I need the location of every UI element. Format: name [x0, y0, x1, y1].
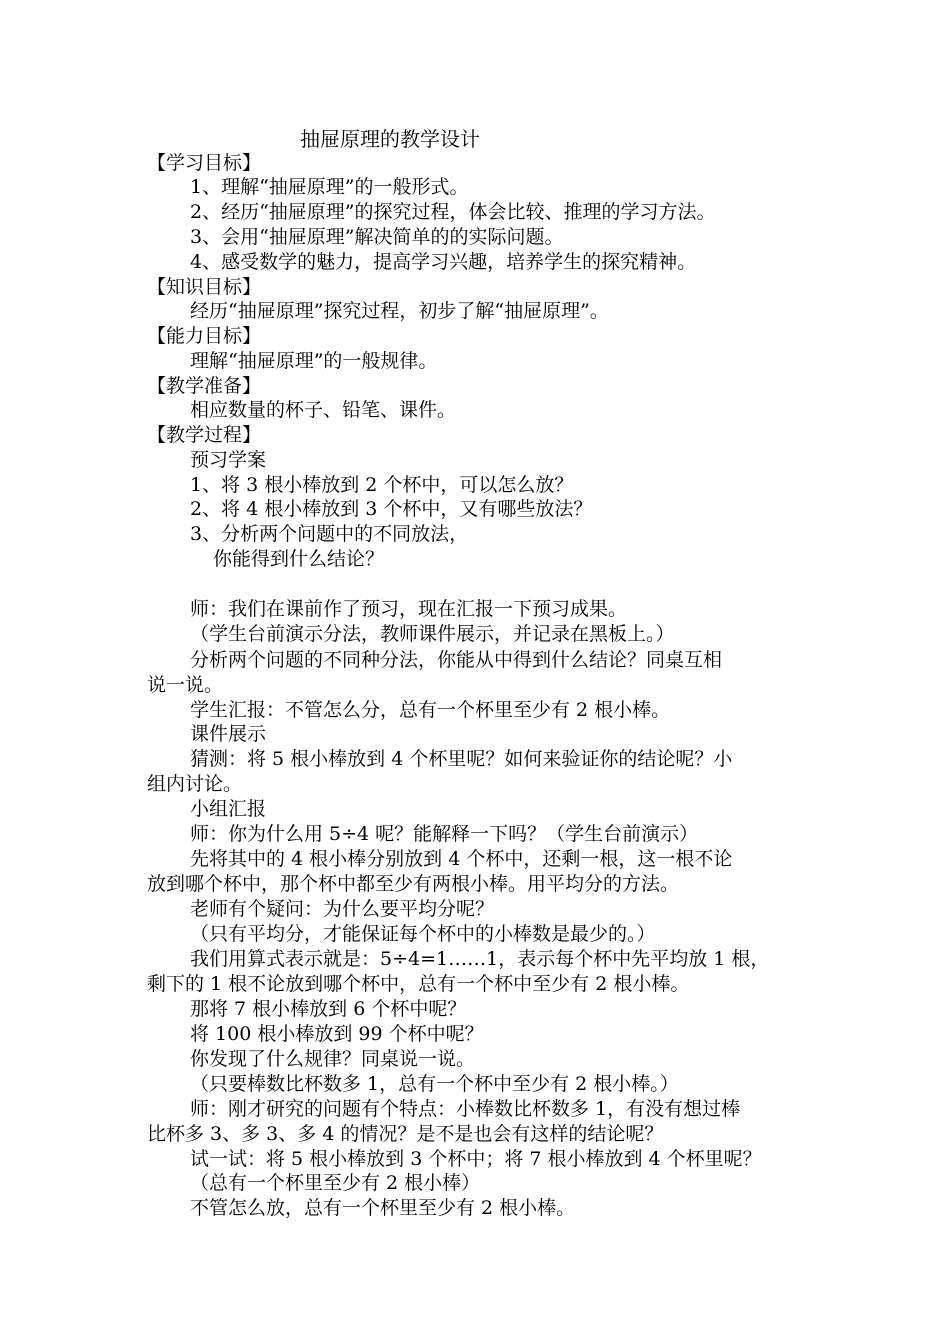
process-line: 不管怎么放，总有一个杯里至少有 2 根小棒。: [190, 1197, 576, 1219]
process-line: 比杯多 3、多 3、多 4 的情况？是不是也会有这样的结论呢？: [147, 1123, 664, 1145]
process-line: （只有平均分，才能保证每个杯中的小棒数是最少的。）: [190, 923, 656, 945]
preparation-text: 相应数量的杯子、铅笔、课件。: [190, 399, 457, 421]
process-line: 老师有个疑问：为什么要平均分呢？: [190, 898, 495, 920]
process-line: 试一试：将 5 根小棒放到 3 个杯中；将 7 根小棒放到 4 个杯里呢？: [190, 1148, 762, 1170]
heading-knowledge-goals: 【知识目标】: [147, 276, 262, 298]
process-line: 剩下的 1 根不论放到哪个杯中，总有一个杯中至少有 2 根小棒。: [147, 973, 690, 995]
process-line: 预习学案: [190, 449, 267, 471]
process-line: 师：我们在课前作了预习，现在汇报一下预习成果。: [190, 598, 628, 620]
process-line: 师：刚才研究的问题有个特点：小棒数比杯数多 1，有没有想过棒: [190, 1098, 741, 1120]
heading-process: 【教学过程】: [147, 424, 262, 446]
process-line: 将 100 根小棒放到 99 个杯中呢？: [190, 1023, 484, 1045]
process-line: 你能得到什么结论？: [213, 548, 385, 570]
learning-goal-item: 4、感受数学的魅力，提高学习兴趣，培养学生的探究精神。: [190, 251, 697, 273]
process-line: 1、将 3 根小棒放到 2 个杯中，可以怎么放？: [190, 474, 574, 496]
process-line: 说一说。: [147, 674, 224, 696]
ability-goal-text: 理解“抽屉原理”的一般规律。: [190, 350, 438, 372]
process-line: （只要棒数比杯数多 1，总有一个杯中至少有 2 根小棒。）: [190, 1073, 679, 1095]
knowledge-goal-text: 经历“抽屉原理”探究过程，初步了解“抽屉原理”。: [190, 300, 609, 322]
process-line: （学生台前演示分法，教师课件展示，并记录在黑板上。）: [190, 623, 675, 645]
process-line: （总有一个杯里至少有 2 根小棒）: [190, 1172, 481, 1194]
process-line: 3、分析两个问题中的不同放法，: [190, 523, 469, 545]
process-line: 小组汇报: [190, 798, 267, 820]
process-line: 师：你为什么用 5÷4 呢？能解释一下吗？（学生台前演示）: [190, 823, 699, 845]
learning-goal-item: 3、会用“抽屉原理”解决简单的的实际问题。: [190, 226, 564, 248]
process-line: 猜测：将 5 根小棒放到 4 个杯里呢？如何来验证你的结论呢？小: [190, 748, 733, 770]
heading-preparation: 【教学准备】: [147, 375, 262, 397]
learning-goal-item: 1、理解“抽屉原理”的一般形式。: [190, 176, 469, 198]
heading-ability-goals: 【能力目标】: [147, 325, 262, 347]
learning-goal-item: 2、经历“抽屉原理”的探究过程，体会比较、推理的学习方法。: [190, 201, 716, 223]
process-line: 课件展示: [190, 723, 267, 745]
process-line: 分析两个问题的不同种分法，你能从中得到什么结论？同桌互相: [190, 649, 723, 671]
process-line: 那将 7 根小棒放到 6 个杯中呢？: [190, 998, 467, 1020]
process-line: 2、将 4 根小棒放到 3 个杯中，又有哪些放法？: [190, 498, 593, 520]
process-line: 放到哪个杯中，那个杯中都至少有两根小棒。用平均分的方法。: [147, 873, 680, 895]
process-line: 我们用算式表示就是：5÷4=1……1，表示每个杯中先平均放 1 根，: [190, 948, 770, 970]
process-line: 先将其中的 4 根小棒分别放到 4 个杯中，还剩一根，这一根不论: [190, 848, 733, 870]
heading-learning-goals: 【学习目标】: [147, 152, 262, 174]
document-title: 抽屉原理的教学设计: [300, 127, 480, 151]
process-line: 学生汇报：不管怎么分，总有一个杯里至少有 2 根小棒。: [190, 699, 671, 721]
process-line: 你发现了什么规律？同桌说一说。: [190, 1048, 476, 1070]
process-line: 组内讨论。: [147, 773, 243, 795]
